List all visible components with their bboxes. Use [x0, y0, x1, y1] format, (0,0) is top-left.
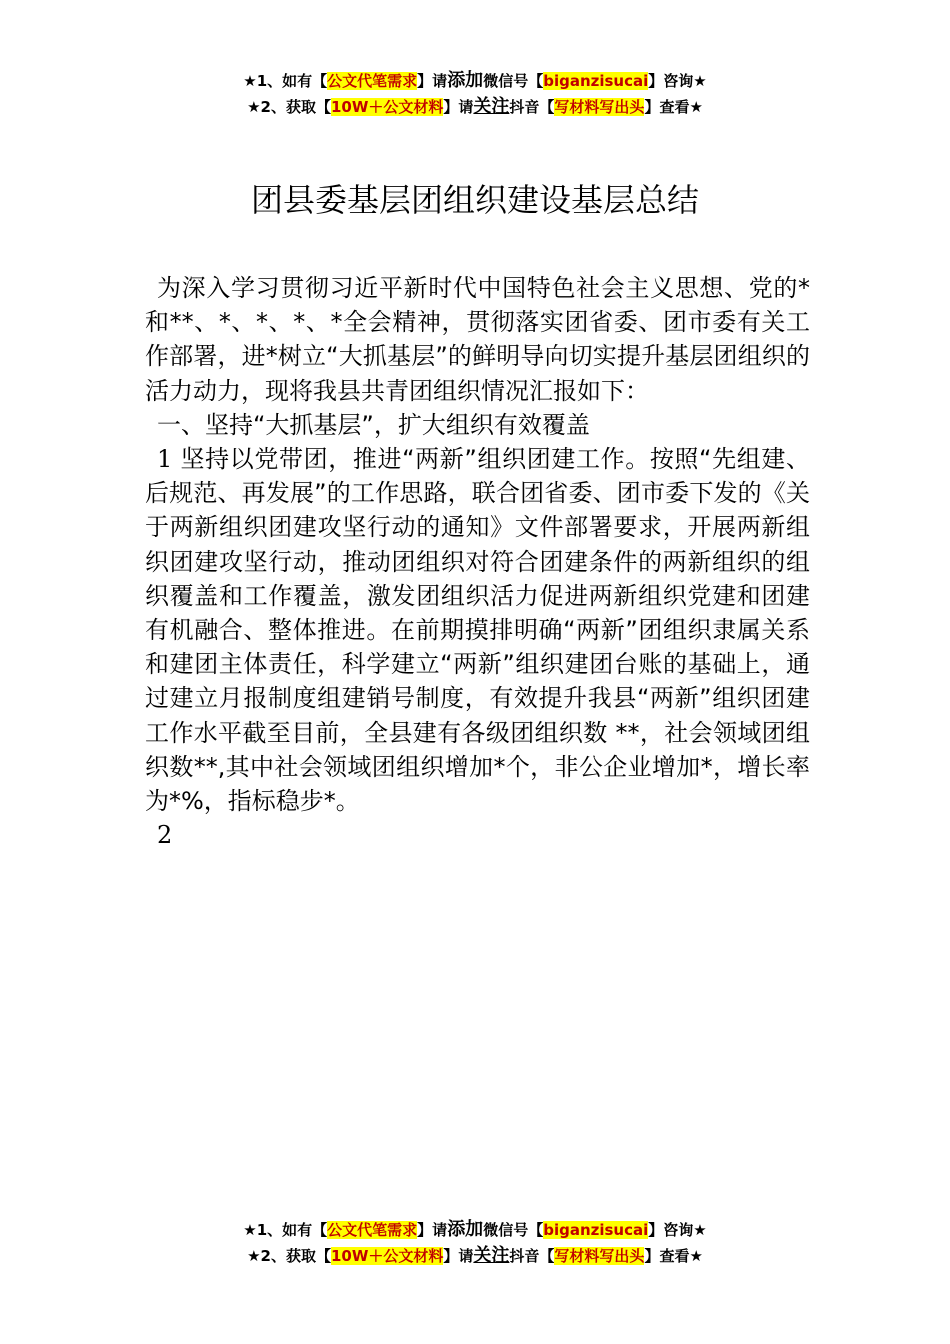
highlight-materials: 10W＋公文材料	[330, 1247, 444, 1265]
banner-text: 1、如有【	[256, 72, 328, 90]
banner-text: 】请	[443, 1247, 474, 1265]
banner-line-2	[0, 94, 950, 120]
douyin-account-highlight: 写材料写出头	[554, 1247, 645, 1265]
banner-text: 】咨询	[648, 72, 694, 90]
star-icon: ★	[693, 72, 707, 90]
banner-text: 2、获取【	[260, 1247, 331, 1265]
item-number: 1	[157, 445, 173, 474]
section-heading: 一、坚持“大抓基层”，扩大组织有效覆盖	[157, 410, 590, 439]
star-icon: ★	[689, 1247, 703, 1265]
banner-text: 】查看	[644, 1247, 690, 1265]
banner-text: 】咨询	[648, 1221, 694, 1239]
wechat-id-highlight: biganzisucai	[543, 1221, 649, 1239]
banner-text: 】请	[417, 72, 448, 90]
banner-text: 】请	[417, 1221, 448, 1239]
wechat-id-highlight: biganzisucai	[543, 72, 649, 90]
header-banner	[0, 68, 950, 120]
banner-text: 抖音【	[509, 1247, 555, 1265]
banner-text: 2、获取【	[260, 98, 331, 116]
list-item	[145, 442, 810, 818]
banner-emphasis: 关注	[473, 96, 510, 117]
star-icon: ★	[247, 1247, 261, 1265]
highlight-service: 公文代笔需求	[327, 72, 418, 90]
list-item	[145, 818, 810, 852]
banner-emphasis: 添加	[447, 70, 484, 91]
banner-line-2	[0, 1243, 950, 1269]
banner-text: 】请	[443, 98, 474, 116]
highlight-service: 公文代笔需求	[327, 1221, 418, 1239]
douyin-account-highlight: 写材料写出头	[554, 98, 645, 116]
document-body	[145, 271, 810, 852]
banner-text: 微信号【	[483, 72, 544, 90]
item-number: 2	[157, 821, 173, 850]
intro-paragraph: 为深入学习贯彻习近平新时代中国特色社会主义思想、党的*和**、*、*、*、*全会精神，贯彻落实团省委、团市委有关工作部署，进*树立“大抓基层”的鲜明导向切实提升基层团组织的活力动力，现将我县共青团组织情况汇报如下：	[145, 274, 810, 405]
banner-emphasis: 添加	[447, 1219, 484, 1240]
banner-text: 】查看	[644, 98, 690, 116]
highlight-materials: 10W＋公文材料	[330, 98, 444, 116]
star-icon: ★	[247, 98, 261, 116]
banner-text: 微信号【	[483, 1221, 544, 1239]
banner-emphasis: 关注	[473, 1245, 510, 1266]
star-icon: ★	[243, 72, 257, 90]
star-icon: ★	[689, 98, 703, 116]
banner-text: 抖音【	[509, 98, 555, 116]
item-text: 坚持以党带团，推进“两新”组织团建工作。按照“先组建、后规范、再发展”的工作思路，联合团省委、团市委下发的《关于两新组织团建攻坚行动的通知》文件部署要求，开展两新组织团建攻坚行动，推动团组织对符合团建条件的两新组织的组织覆盖和工作覆盖，激发团组织活力促进两新组织党建和团建有机融合、整体推进。在前期摸排明确“两新”团组织隶属关系和建团主体责任，科学建立“两新”组织建团台账的基础上，通过建立月报制度组建销号制度，有效提升我县“两新”组织团建工作水平截至目前，全县建有各级团组织数 **，社会领域团组织数**,其中社会领域团组织增加*个，非公企业增加*，增长率为*%，指标稳步*。	[145, 445, 810, 816]
document-title: 团县委基层团组织建设基层总结	[250, 181, 699, 219]
footer-banner	[0, 1217, 950, 1269]
star-icon: ★	[693, 1221, 707, 1239]
star-icon: ★	[243, 1221, 257, 1239]
banner-line-1	[0, 68, 950, 94]
banner-line-1	[0, 1217, 950, 1243]
banner-text: 1、如有【	[256, 1221, 328, 1239]
